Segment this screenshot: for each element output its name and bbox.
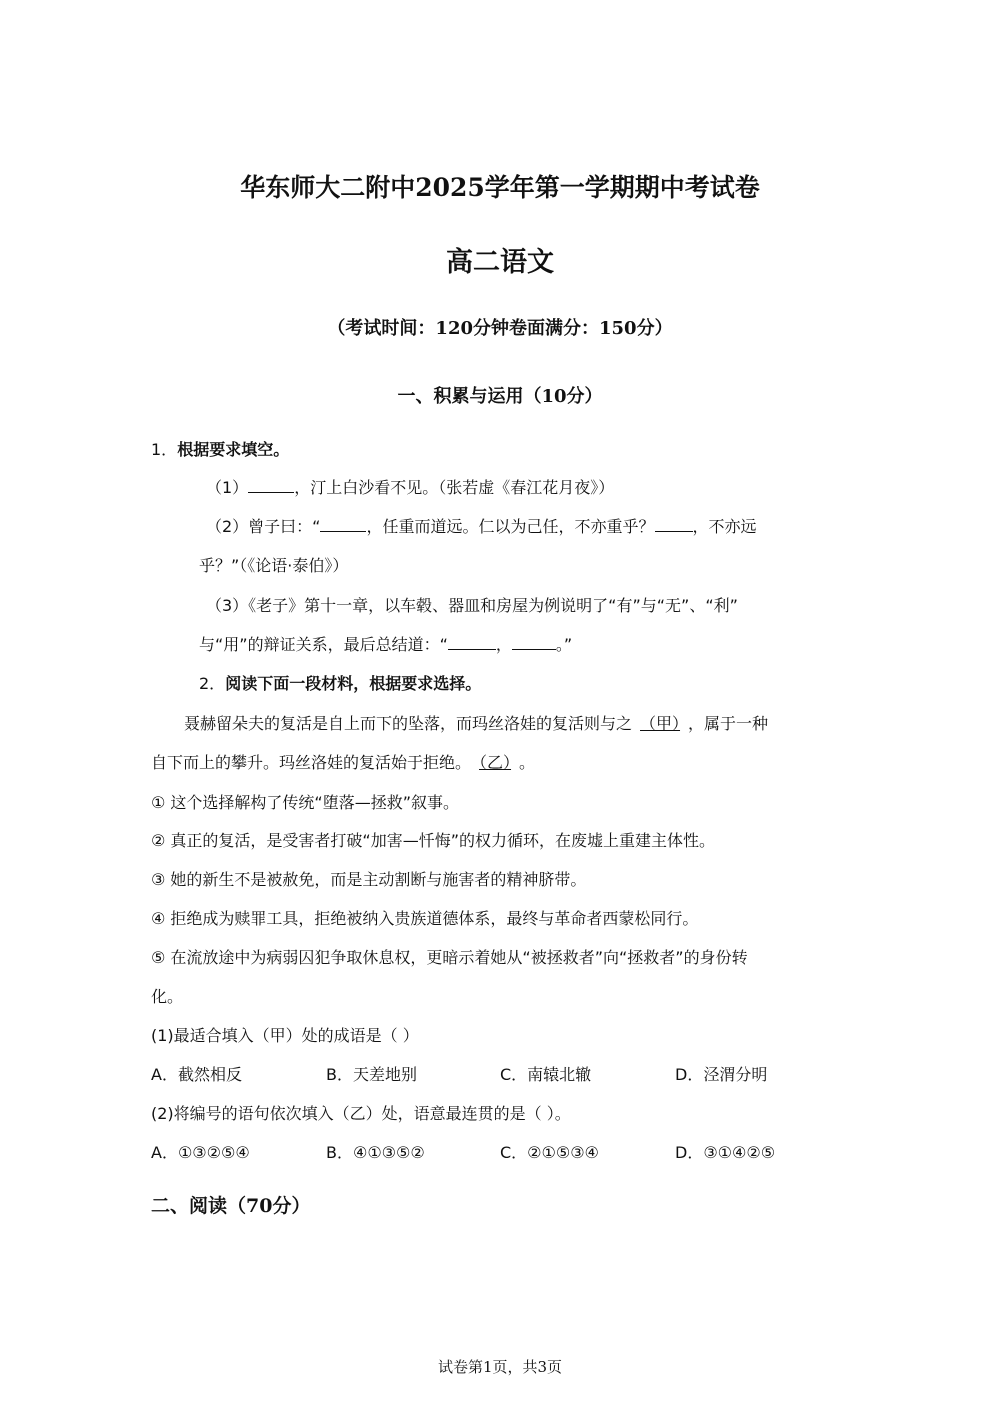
numbered-sentence-5-cont: 化。 (151, 987, 184, 1006)
answer-blank (655, 517, 693, 532)
part-3-text-b: 与“用”的辩证关系，最后总结道：“ (199, 635, 448, 654)
exam-subject: 高二语文 (446, 247, 554, 278)
question-1-part-3: （3）《老子》第十一章，以车毂、器皿和房屋为例说明了“有”与“无”、“利” (206, 596, 738, 615)
sub-question-1: (1)最适合填入（甲）处的成语是（ ） (151, 1026, 419, 1045)
numbered-sentence-5: ⑤ 在流放途中为病弱囚犯争取休息权，更暗示着她从“被拯救者”向“拯救者”的身份转 (151, 948, 748, 967)
sub-1-option-d[interactable]: D．泾渭分明 (675, 1065, 768, 1084)
sub-1-option-b[interactable]: B．天差地别 (326, 1065, 417, 1084)
question-1-part-3-cont (199, 634, 572, 656)
section-1-title: 一、积累与运用（10分） (397, 386, 603, 407)
passage-text-d: 。 (519, 753, 536, 772)
answer-blank (448, 635, 496, 650)
sub-2-option-c[interactable]: C．②①⑤③④ (500, 1143, 599, 1162)
numbered-sentence-2: ② 真正的复活，是受害者打破“加害—忏悔”的权力循环，在废墟上重建主体性。 (151, 831, 716, 850)
question-1-heading (151, 439, 289, 461)
part-2-text-a: （2）曾子曰：“ (206, 517, 321, 536)
passage-text-a: 聂赫留朵夫的复活是自上而下的坠落，而玛丝洛娃的复活则与之 (184, 714, 633, 733)
sub-2-option-d[interactable]: D．③①④②⑤ (675, 1143, 776, 1162)
question-1-part-2-cont: 乎？”（《论语·泰伯》） (199, 556, 349, 575)
passage-line-2 (151, 752, 535, 774)
sub-1-option-c[interactable]: C．南辕北辙 (500, 1065, 592, 1084)
part-2-text-c: ，不亦远 (692, 517, 757, 536)
answer-blank (248, 478, 294, 493)
question-2-heading (199, 673, 481, 695)
answer-blank (512, 635, 556, 650)
passage-text-c: 自下而上的攀升。玛丝洛娃的复活始于拒绝。 (151, 753, 472, 772)
question-1-number: 1． (151, 440, 178, 459)
part-3-text-c: ， (495, 635, 512, 654)
passage-text-b: ，属于一种 (688, 714, 769, 733)
question-1-part-1 (206, 477, 614, 499)
blank-jia: （甲） (640, 714, 681, 733)
sub-2-option-b[interactable]: B．④①③⑤② (326, 1143, 425, 1162)
blank-yi: （乙） (479, 753, 512, 772)
section-2-title: 二、阅读（70分） (151, 1195, 311, 1217)
sub-2-option-a[interactable]: A．①③②⑤④ (151, 1143, 250, 1162)
question-1-part-2 (206, 516, 757, 538)
sub-question-2: (2)将编号的语句依次填入（乙）处，语意最连贯的是（ ）。 (151, 1104, 571, 1123)
question-2-number: 2． (199, 674, 226, 693)
question-2-stem: 阅读下面一段材料，根据要求选择。 (225, 674, 482, 693)
answer-blank (320, 517, 366, 532)
numbered-sentence-3: ③ 她的新生不是被赦免，而是主动割断与施害者的精神脐带。 (151, 870, 587, 889)
exam-info: （考试时间：120分钟卷面满分：150分） (327, 318, 673, 339)
part-2-text-b: ，任重而道远。仁以为己任，不亦重乎？ (366, 517, 655, 536)
numbered-sentence-1: ① 这个选择解构了传统“堕落—拯救”叙事。 (151, 793, 460, 812)
exam-title: 华东师大二附中2025学年第一学期期中考试卷 (240, 173, 760, 202)
question-1-stem: 根据要求填空。 (177, 440, 290, 459)
sub-1-option-a[interactable]: A．截然相反 (151, 1065, 242, 1084)
part-1-text: ，汀上白沙看不见。（张若虚《春江花月夜》） (294, 478, 615, 497)
page-footer: 试卷第1页，共3页 (437, 1358, 563, 1376)
part-1-label: （1） (206, 478, 249, 497)
numbered-sentence-4: ④ 拒绝成为赎罪工具，拒绝被纳入贵族道德体系，最终与革命者西蒙松同行。 (151, 909, 699, 928)
part-3-text-d: 。” (555, 635, 573, 654)
passage-line-1 (184, 713, 768, 735)
